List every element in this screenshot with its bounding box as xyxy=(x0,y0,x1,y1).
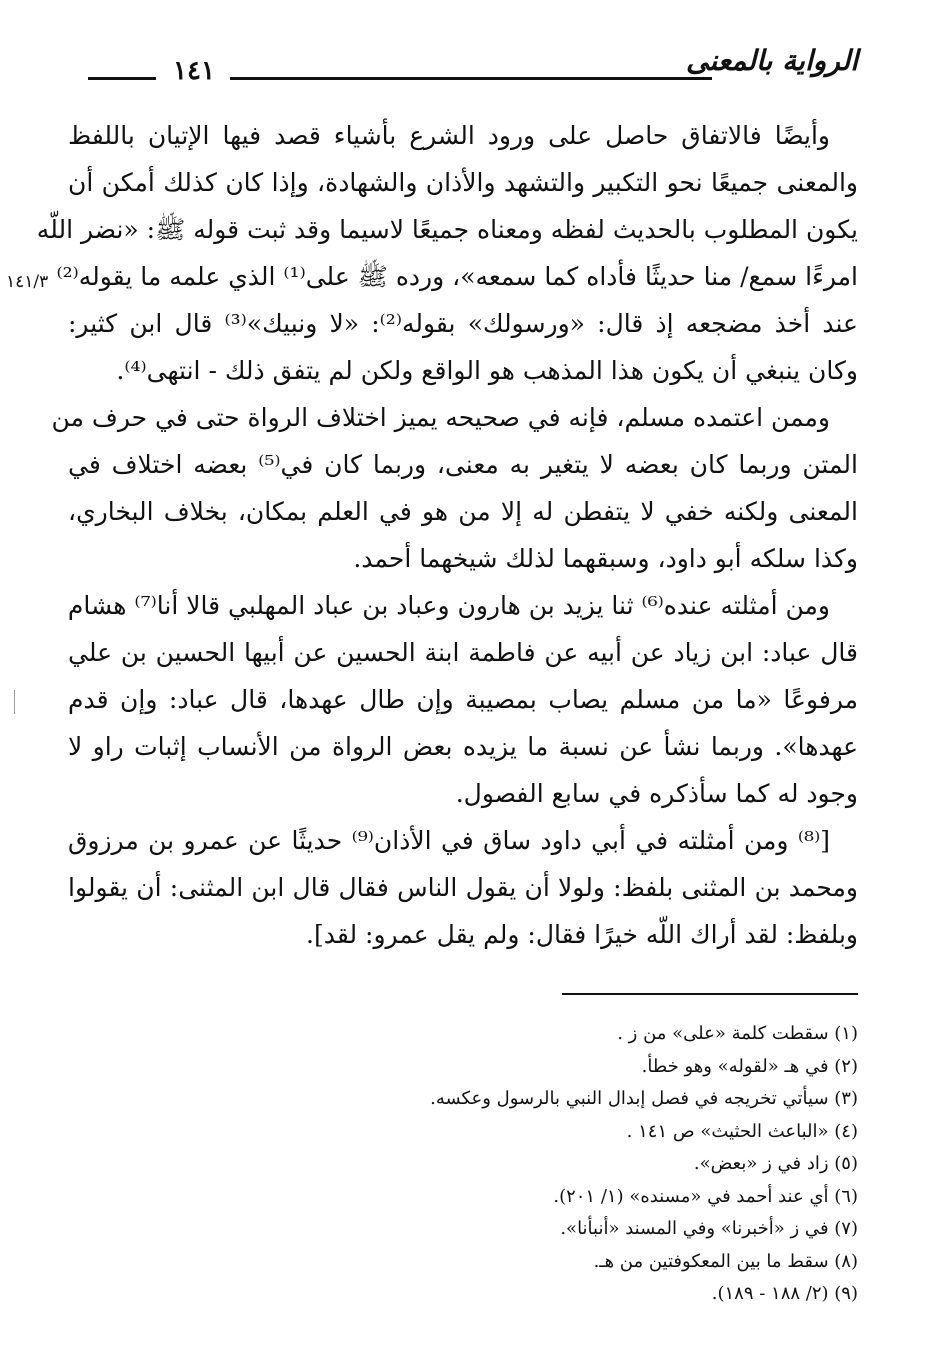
text-line: المتن وربما كان بعضه لا يتغير به معنى، وربما كان في⁽⁵⁾ بعضه اختلاف في xyxy=(68,450,858,479)
page-number: ١٤١ xyxy=(173,56,215,86)
text-line: عهدها». وربما نشأ عن نسبة ما يزيده بعض الرواة من الأنساب إثبات راو لا xyxy=(68,732,858,761)
header-rule xyxy=(230,77,712,80)
page-header xyxy=(88,44,858,90)
text-line: وكذا سلكه أبو داود، وسبقهما لذلك شيخهما أحمد. xyxy=(353,544,858,573)
text-line: والمعنى جميعًا نحو التكبير والتشهد والأذان والشهادة، وإذا كان كذلك أمكن أن xyxy=(68,168,858,197)
footnote-item: (٧) في ز «أخبرنا» وفي المسند «أنبأنا». xyxy=(560,1218,858,1239)
text-line: يكون المطلوب بالحديث لفظه ومعناه جميعًا لاسيما وقد ثبت قوله ﷺ: «نضر اللّه xyxy=(36,215,858,244)
footnote-item: (٤) «الباعث الحثيث» ص ١٤١ . xyxy=(626,1120,858,1142)
running-title: الرواية بالمعنى xyxy=(686,44,858,77)
footnote-separator xyxy=(562,993,858,995)
footnote-item: (٦) أي عند أحمد في «مسنده» (١/ ٢٠١). xyxy=(553,1185,858,1207)
text-line: قال عباد: ابن زياد عن أبيه عن فاطمة ابنة الحسين عن أبيها الحسين بن علي xyxy=(68,638,858,667)
text-line: وممن اعتمده مسلم، فإنه في صحيحه يميز اختلاف الرواة حتى في حرف من xyxy=(51,403,830,432)
main-text xyxy=(36,112,858,958)
text-line: ومحمد بن المثنى بلفظ: ولولا أن يقول الناس فقال قال ابن المثنى: أن يقولوا xyxy=(68,873,858,902)
footnote-item: (٨) سقط ما بين المعكوفتين من هـ. xyxy=(593,1250,858,1272)
text-line: وكان ينبغي أن يكون هذا المذهب هو الواقع ولكن لم يتفق ذلك - انتهى⁽⁴⁾. xyxy=(116,356,858,385)
scan-edge-mark xyxy=(14,690,15,714)
text-line: المعنى ولكنه خفي لا يتفطن له إلا من هو في العلم بمكان، بخلاف البخاري، xyxy=(68,497,858,526)
footnote-item: (٢) في هـ «لقوله» وهو خطأ. xyxy=(641,1055,858,1077)
text-line: وجود له كما سأذكره في سابع الفصول. xyxy=(455,779,858,808)
header-rule-short xyxy=(88,77,156,80)
text-line: ومن أمثلته عنده⁽⁶⁾ ثنا يزيد بن هارون وعباد بن عباد المهلبي قالا أنا⁽⁷⁾ هشام xyxy=(67,591,830,620)
footnote-item: (٩) (٢/ ١٨٨ - ١٨٩). xyxy=(711,1283,858,1304)
margin-page-reference: ١٤١/٣ xyxy=(6,272,49,292)
footnote-item: (١) سقطت كلمة «على» من ز . xyxy=(617,1023,858,1044)
text-line: وبلفظ: لقد أراك اللّه خيرًا فقال: ولم يقل عمرو: لقد]. xyxy=(306,920,858,949)
footnote-item: (٣) سيأتي تخريجه في فصل إبدال النبي بالرسول وعكسه. xyxy=(430,1088,858,1109)
footnote-item: (٥) زاد في ز «بعض». xyxy=(693,1153,858,1174)
text-line: مرفوعًا «ما من مسلم يصاب بمصيبة وإن طال عهدها، قال عباد: وإن قدم xyxy=(68,685,858,714)
text-line: امرءًا سمع/ منا حديثًا فأداه كما سمعه»، ورده ﷺ على⁽¹⁾ الذي علمه ما يقوله⁽²⁾ xyxy=(56,262,858,291)
text-line: عند أخذ مضجعه إذ قال: «ورسولك» بقوله⁽²⁾: «لا ونبيك»⁽³⁾ قال ابن كثير: xyxy=(68,309,858,338)
footnotes xyxy=(68,1018,858,1311)
text-line: [⁽⁸⁾ ومن أمثلته في أبي داود ساق في الأذان⁽⁹⁾ حديثًا عن عمرو بن مرزوق xyxy=(68,826,830,855)
text-line: وأيضًا فالاتفاق حاصل على ورود الشرع بأشياء قصد فيها الإتيان باللفظ xyxy=(68,121,830,150)
